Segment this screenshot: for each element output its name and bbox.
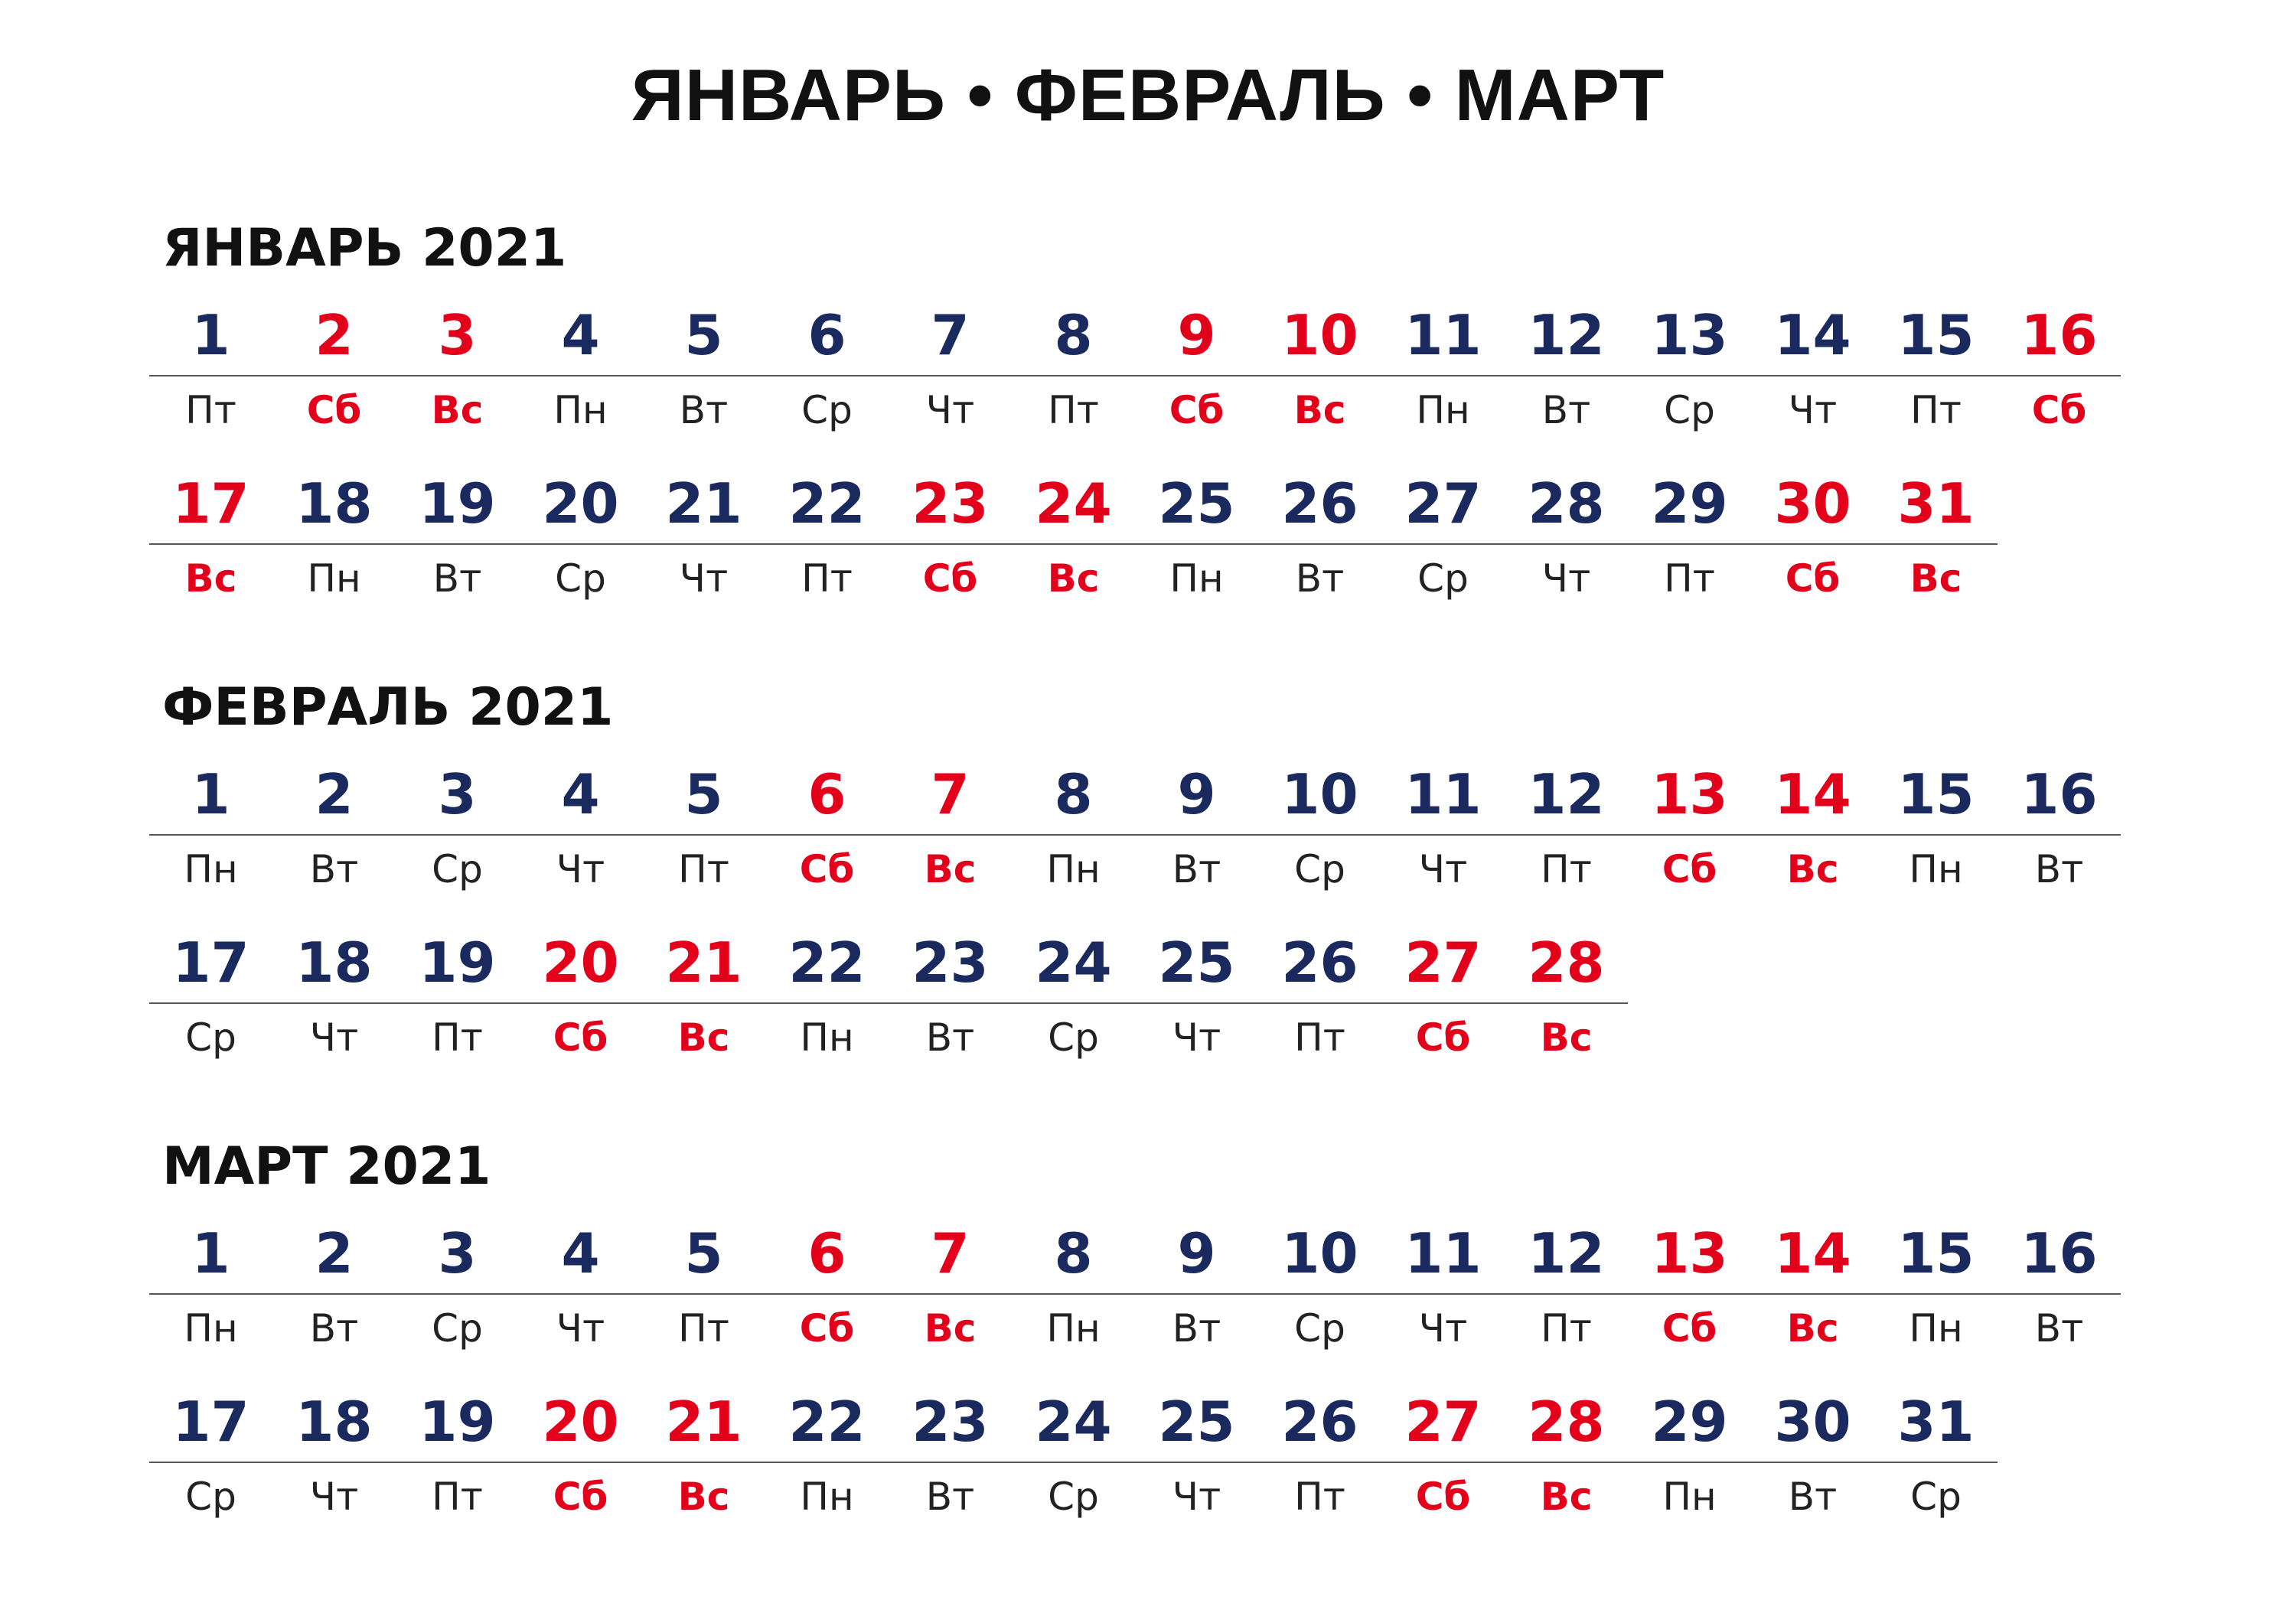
weekday-label: Чт <box>1418 1306 1468 1351</box>
day-number: 10 <box>1281 762 1358 826</box>
day-cell <box>396 467 519 609</box>
day-number: 12 <box>1528 1221 1605 1286</box>
day-cell <box>1874 1217 1998 1359</box>
day-row <box>149 758 2121 918</box>
weekday-label: Чт <box>1418 847 1468 891</box>
weekday-label: Вс <box>677 1475 730 1519</box>
day-row <box>149 467 1998 627</box>
weekday-label: Пт <box>1541 1306 1592 1351</box>
weekday-label: Сб <box>1415 1015 1471 1060</box>
weekday-label: Вт <box>679 388 729 432</box>
day-number: 24 <box>1035 1390 1112 1454</box>
weekday-label: Чт <box>556 1306 605 1351</box>
weekday-label: Вт <box>1788 1475 1838 1519</box>
day-cell <box>149 298 272 441</box>
day-cell <box>519 298 642 441</box>
weekday-label: Чт <box>556 847 605 891</box>
day-cell <box>765 1385 889 1527</box>
day-cell <box>1258 467 1381 609</box>
day-cell <box>889 298 1012 441</box>
day-number: 31 <box>1897 1390 1975 1454</box>
day-cell <box>1012 926 1135 1068</box>
day-cell <box>1751 758 1874 900</box>
weekday-label: Пт <box>1541 847 1592 891</box>
day-number: 5 <box>684 762 723 826</box>
weekday-label: Чт <box>1172 1475 1221 1519</box>
day-number: 16 <box>2020 762 2098 826</box>
weekday-label: Ср <box>1294 847 1345 891</box>
day-cell <box>1874 758 1998 900</box>
day-cell <box>149 758 272 900</box>
weekday-label: Сб <box>1662 847 1717 891</box>
weekday-label: Ср <box>801 388 853 432</box>
day-number: 7 <box>931 762 970 826</box>
day-cell <box>889 467 1012 609</box>
day-number: 2 <box>315 762 354 826</box>
day-number: 11 <box>1404 303 1482 367</box>
weekday-label: Ср <box>1664 388 1715 432</box>
day-number: 25 <box>1158 1390 1235 1454</box>
day-cell <box>1628 758 1751 900</box>
day-number: 1 <box>191 762 230 826</box>
day-number: 18 <box>295 1390 373 1454</box>
day-number: 28 <box>1528 930 1605 995</box>
day-cell <box>1751 298 1874 441</box>
weekday-label: Пн <box>184 847 238 891</box>
day-cell <box>272 1385 396 1527</box>
weekday-label: Вс <box>1540 1475 1593 1519</box>
day-cell <box>519 758 642 900</box>
day-number: 1 <box>191 1221 230 1286</box>
day-number: 27 <box>1404 930 1482 995</box>
day-number: 15 <box>1897 303 1975 367</box>
day-number: 27 <box>1404 471 1482 536</box>
day-cell <box>1012 1217 1135 1359</box>
weekday-label: Сб <box>922 556 978 601</box>
day-cell <box>149 926 272 1068</box>
day-cell <box>1998 298 2121 441</box>
day-number: 28 <box>1528 471 1605 536</box>
weekday-label: Вт <box>309 847 359 891</box>
weekday-label: Вт <box>309 1306 359 1351</box>
weekday-label: Ср <box>1048 1475 1099 1519</box>
weekday-label: Ср <box>1910 1475 1962 1519</box>
weekday-label: Ср <box>1294 1306 1345 1351</box>
day-cell <box>396 1217 519 1359</box>
weekday-label: Чт <box>309 1015 359 1060</box>
day-cell <box>519 1217 642 1359</box>
day-number: 26 <box>1281 471 1358 536</box>
month-title: ЯНВАРЬ 2021 <box>162 218 567 279</box>
day-cell <box>1381 1385 1505 1527</box>
day-cell <box>1135 298 1258 441</box>
day-cell <box>1135 1385 1258 1527</box>
weekday-label: Чт <box>1172 1015 1221 1060</box>
weekday-label: Вс <box>184 556 237 601</box>
day-cell <box>1135 758 1258 900</box>
weekday-label: Пн <box>1662 1475 1717 1519</box>
day-cell <box>642 1385 765 1527</box>
weekday-label: Пт <box>1294 1475 1345 1519</box>
day-number: 19 <box>419 930 496 995</box>
weekday-label: Чт <box>309 1475 359 1519</box>
weekday-label: Пн <box>1909 1306 1963 1351</box>
day-number: 21 <box>665 471 742 536</box>
weekday-label: Чт <box>1788 388 1838 432</box>
day-number: 22 <box>788 471 866 536</box>
day-number: 26 <box>1281 930 1358 995</box>
day-cell <box>396 926 519 1068</box>
day-number: 5 <box>684 303 723 367</box>
day-number: 17 <box>172 1390 249 1454</box>
day-cell <box>1874 467 1998 609</box>
day-cell <box>519 1385 642 1527</box>
day-cell <box>889 1217 1012 1359</box>
day-number: 19 <box>419 471 496 536</box>
day-number: 26 <box>1281 1390 1358 1454</box>
weekday-label: Ср <box>555 556 606 601</box>
weekday-label: Сб <box>553 1475 608 1519</box>
day-cell <box>1012 298 1135 441</box>
day-cell <box>272 298 396 441</box>
day-cell <box>396 758 519 900</box>
day-number: 7 <box>931 303 970 367</box>
weekday-label: Сб <box>553 1015 608 1060</box>
day-number: 3 <box>438 762 477 826</box>
weekday-label: Ср <box>1417 556 1469 601</box>
weekday-label: Пт <box>432 1475 483 1519</box>
day-number: 9 <box>1177 762 1216 826</box>
day-cell <box>1012 758 1135 900</box>
day-cell <box>1751 1385 1874 1527</box>
day-number: 20 <box>542 471 619 536</box>
weekday-label: Сб <box>1785 556 1841 601</box>
weekday-label: Вт <box>925 1475 975 1519</box>
day-number: 21 <box>665 1390 742 1454</box>
day-cell <box>642 298 765 441</box>
weekday-label: Чт <box>1541 556 1591 601</box>
day-cell <box>1628 467 1751 609</box>
weekday-label: Вт <box>1172 847 1221 891</box>
day-cell <box>1135 1217 1258 1359</box>
month-title: МАРТ 2021 <box>162 1136 491 1197</box>
day-number: 25 <box>1158 471 1235 536</box>
day-cell <box>272 467 396 609</box>
day-cell <box>889 758 1012 900</box>
weekday-label: Ср <box>432 847 483 891</box>
weekday-label: Вт <box>2034 1306 2084 1351</box>
weekday-label: Пн <box>1416 388 1470 432</box>
day-number: 13 <box>1651 303 1728 367</box>
weekday-label: Пт <box>1294 1015 1345 1060</box>
day-cell <box>1505 758 1628 900</box>
weekday-label: Пт <box>185 388 236 432</box>
weekday-label: Сб <box>1415 1475 1471 1519</box>
day-number: 2 <box>315 1221 354 1286</box>
weekday-label: Сб <box>799 1306 855 1351</box>
day-number: 23 <box>912 471 989 536</box>
day-cell <box>396 298 519 441</box>
weekday-label: Пт <box>1048 388 1099 432</box>
day-number: 29 <box>1651 471 1728 536</box>
day-number: 6 <box>807 1221 846 1286</box>
day-number: 10 <box>1281 303 1358 367</box>
weekday-label: Пт <box>432 1015 483 1060</box>
weekday-label: Сб <box>1662 1306 1717 1351</box>
day-cell <box>1381 298 1505 441</box>
day-cell <box>1381 467 1505 609</box>
day-number: 25 <box>1158 930 1235 995</box>
day-row <box>149 1217 2121 1377</box>
day-number: 14 <box>1774 762 1851 826</box>
day-cell <box>1258 758 1381 900</box>
weekday-label: Вт <box>1541 388 1591 432</box>
day-number: 13 <box>1651 1221 1728 1286</box>
weekday-label: Пн <box>553 388 608 432</box>
weekday-label: Сб <box>1169 388 1225 432</box>
day-cell <box>765 298 889 441</box>
day-cell <box>1258 926 1381 1068</box>
day-number: 1 <box>191 303 230 367</box>
day-number: 30 <box>1774 471 1851 536</box>
day-cell <box>1258 1385 1381 1527</box>
day-row <box>149 1385 1998 1546</box>
day-cell <box>1381 926 1505 1068</box>
day-number: 20 <box>542 930 619 995</box>
weekday-label: Вс <box>1293 388 1346 432</box>
day-number: 17 <box>172 471 249 536</box>
day-number: 9 <box>1177 1221 1216 1286</box>
day-cell <box>1505 467 1628 609</box>
day-number: 20 <box>542 1390 619 1454</box>
day-cell <box>765 758 889 900</box>
day-number: 27 <box>1404 1390 1482 1454</box>
day-number: 4 <box>561 303 600 367</box>
day-number: 7 <box>931 1221 970 1286</box>
weekday-label: Вс <box>1540 1015 1593 1060</box>
day-cell <box>1258 1217 1381 1359</box>
day-cell <box>272 1217 396 1359</box>
day-number: 24 <box>1035 471 1112 536</box>
weekday-label: Ср <box>185 1015 236 1060</box>
day-cell <box>1381 1217 1505 1359</box>
day-row <box>149 298 2121 459</box>
day-number: 22 <box>788 1390 866 1454</box>
day-number: 16 <box>2020 303 2098 367</box>
weekday-label: Вс <box>1047 556 1100 601</box>
day-cell <box>1874 1385 1998 1527</box>
weekday-label: Пн <box>1046 1306 1101 1351</box>
day-cell <box>1628 1217 1751 1359</box>
day-cell <box>1505 926 1628 1068</box>
day-cell <box>1135 467 1258 609</box>
weekday-label: Чт <box>679 556 729 601</box>
weekday-label: Пт <box>678 1306 729 1351</box>
weekday-label: Пт <box>1910 388 1962 432</box>
weekday-label: Ср <box>1048 1015 1099 1060</box>
weekday-label: Пн <box>800 1475 854 1519</box>
weekday-label: Вт <box>1172 1306 1221 1351</box>
day-number: 10 <box>1281 1221 1358 1286</box>
day-cell <box>1505 1217 1628 1359</box>
day-number: 8 <box>1054 303 1093 367</box>
day-number: 18 <box>295 471 373 536</box>
day-cell <box>889 1385 1012 1527</box>
day-cell <box>765 467 889 609</box>
day-number: 6 <box>807 762 846 826</box>
weekday-label: Пн <box>1046 847 1101 891</box>
day-cell <box>765 926 889 1068</box>
day-number: 14 <box>1774 303 1851 367</box>
day-number: 9 <box>1177 303 1216 367</box>
day-cell <box>1258 298 1381 441</box>
day-cell <box>396 1385 519 1527</box>
day-number: 28 <box>1528 1390 1605 1454</box>
weekday-label: Чт <box>925 388 975 432</box>
day-cell <box>149 1385 272 1527</box>
weekday-label: Вс <box>677 1015 730 1060</box>
weekday-label: Пн <box>800 1015 854 1060</box>
day-number: 15 <box>1897 1221 1975 1286</box>
month-title: ФЕВРАЛЬ 2021 <box>162 677 614 738</box>
day-cell <box>889 926 1012 1068</box>
day-number: 12 <box>1528 762 1605 826</box>
weekday-label: Вс <box>1786 1306 1839 1351</box>
day-number: 11 <box>1404 1221 1482 1286</box>
day-number: 5 <box>684 1221 723 1286</box>
day-number: 11 <box>1404 762 1482 826</box>
day-cell <box>149 467 272 609</box>
day-cell <box>519 926 642 1068</box>
day-cell <box>642 1217 765 1359</box>
day-number: 4 <box>561 1221 600 1286</box>
weekday-label: Вс <box>431 388 484 432</box>
day-cell <box>1012 1385 1135 1527</box>
weekday-label: Сб <box>306 388 362 432</box>
day-number: 8 <box>1054 762 1093 826</box>
day-cell <box>1628 1385 1751 1527</box>
weekday-label: Ср <box>185 1475 236 1519</box>
day-number: 14 <box>1774 1221 1851 1286</box>
day-cell <box>1998 1217 2121 1359</box>
day-row <box>149 926 1628 1087</box>
day-cell <box>1505 298 1628 441</box>
day-cell <box>272 758 396 900</box>
day-cell <box>765 1217 889 1359</box>
weekday-label: Пн <box>1169 556 1224 601</box>
day-number: 23 <box>912 1390 989 1454</box>
day-cell <box>519 467 642 609</box>
weekday-label: Вс <box>924 1306 977 1351</box>
day-cell <box>1381 758 1505 900</box>
weekday-label: Вт <box>432 556 482 601</box>
day-cell <box>149 1217 272 1359</box>
weekday-label: Сб <box>799 847 855 891</box>
weekday-label: Пт <box>801 556 853 601</box>
weekday-label: Вт <box>925 1015 975 1060</box>
day-number: 22 <box>788 930 866 995</box>
day-number: 15 <box>1897 762 1975 826</box>
weekday-label: Вс <box>1786 847 1839 891</box>
weekday-label: Пн <box>184 1306 238 1351</box>
day-cell <box>1012 467 1135 609</box>
day-cell <box>1998 758 2121 900</box>
day-number: 16 <box>2020 1221 2098 1286</box>
weekday-label: Вт <box>1295 556 1345 601</box>
weekday-label: Сб <box>2031 388 2087 432</box>
day-number: 30 <box>1774 1390 1851 1454</box>
day-cell <box>1628 298 1751 441</box>
day-number: 21 <box>665 930 742 995</box>
day-cell <box>1135 926 1258 1068</box>
weekday-label: Вт <box>2034 847 2084 891</box>
weekday-label: Ср <box>432 1306 483 1351</box>
day-number: 8 <box>1054 1221 1093 1286</box>
day-number: 12 <box>1528 303 1605 367</box>
page-title: ЯНВАРЬ • ФЕВРАЛЬ • МАРТ <box>631 54 1665 136</box>
day-cell <box>642 926 765 1068</box>
day-number: 29 <box>1651 1390 1728 1454</box>
day-cell <box>642 758 765 900</box>
day-number: 31 <box>1897 471 1975 536</box>
day-number: 23 <box>912 930 989 995</box>
day-cell <box>1751 467 1874 609</box>
weekday-label: Пт <box>1664 556 1715 601</box>
day-number: 2 <box>315 303 354 367</box>
day-number: 19 <box>419 1390 496 1454</box>
day-number: 18 <box>295 930 373 995</box>
day-number: 13 <box>1651 762 1728 826</box>
weekday-label: Вс <box>1910 556 1962 601</box>
weekday-label: Вс <box>924 847 977 891</box>
day-number: 17 <box>172 930 249 995</box>
weekday-label: Пт <box>678 847 729 891</box>
weekday-label: Пн <box>307 556 361 601</box>
day-cell <box>642 467 765 609</box>
day-cell <box>1505 1385 1628 1527</box>
weekday-label: Пн <box>1909 847 1963 891</box>
day-cell <box>1874 298 1998 441</box>
day-number: 24 <box>1035 930 1112 995</box>
day-number: 4 <box>561 762 600 826</box>
day-cell <box>1751 1217 1874 1359</box>
day-number: 3 <box>438 1221 477 1286</box>
day-number: 6 <box>807 303 846 367</box>
day-cell <box>272 926 396 1068</box>
day-number: 3 <box>438 303 477 367</box>
